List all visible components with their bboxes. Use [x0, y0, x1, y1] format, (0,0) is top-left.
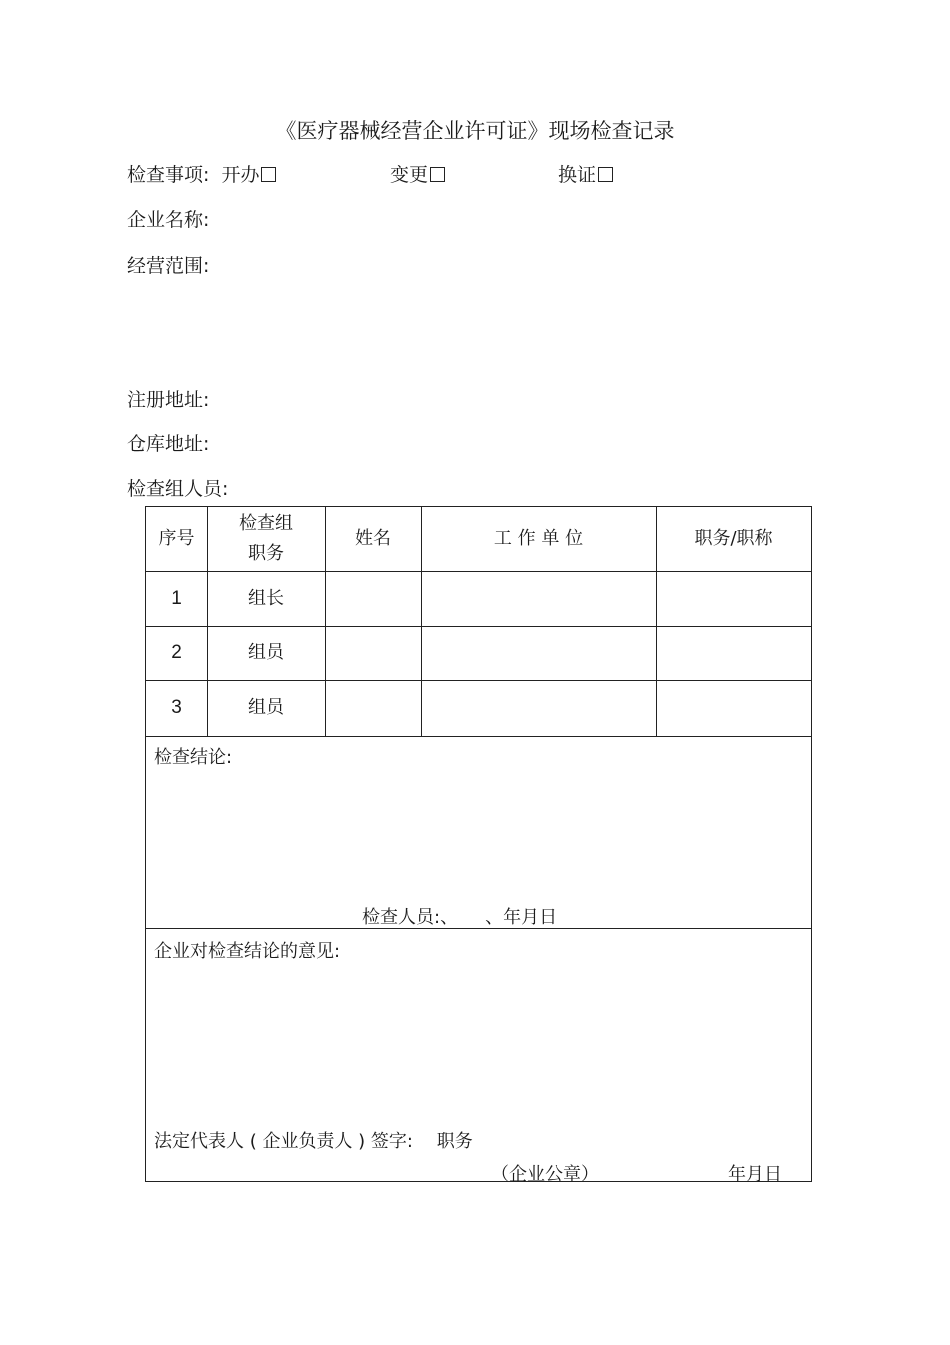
header-role [207, 507, 325, 571]
header-title: 职务/职称 [694, 528, 773, 549]
row-3-role: 组员 [248, 697, 284, 718]
business-scope-label: 经营范围: [127, 255, 210, 277]
option-renew-label: 换证 [558, 164, 597, 186]
registered-address-label: 注册地址: [127, 389, 210, 411]
warehouse-address-label: 仓库地址: [127, 433, 210, 455]
option-change-label: 变更 [390, 164, 429, 186]
header-name: 姓名 [355, 528, 391, 549]
company-name-label: 企业名称: [127, 209, 210, 231]
row-1-role: 组长 [248, 587, 284, 609]
inspection-team-label: 检查组人员: [127, 478, 229, 500]
row-2-role: 组员 [248, 642, 284, 663]
conclusion-signature: 检查人员:、 、年月日 [362, 907, 558, 928]
option-open-label: 开办 [221, 164, 260, 186]
option-change [390, 160, 445, 187]
page-title: 《医疗器械经营企业许可证》现场检查记录 [275, 119, 675, 143]
inspection-team-table [145, 506, 812, 1185]
opinion-date: 年月日 [728, 1164, 782, 1185]
header-unit: 工 作 单 位 [493, 528, 584, 549]
option-renew [558, 160, 613, 187]
header-role-line1: 检查组 [239, 513, 293, 534]
check-items-row [127, 160, 276, 187]
company-seal: （企业公章） [491, 1164, 599, 1185]
legal-rep-signature: 法定代表人 ( 企业负责人 ) 签字: 职务 [154, 1131, 473, 1152]
check-items-label: 检查事项: [127, 164, 210, 186]
opinion-label: 企业对检查结论的意见: [154, 941, 341, 962]
option-open-checkbox[interactable] [261, 167, 276, 182]
conclusion-label: 检查结论: [154, 747, 233, 768]
option-renew-checkbox[interactable] [598, 167, 613, 182]
row-2-seq: 2 [171, 642, 182, 663]
option-change-checkbox[interactable] [430, 167, 445, 182]
row-1-seq: 1 [171, 587, 182, 609]
row-divider [146, 736, 811, 737]
header-role-line2: 职务 [248, 543, 284, 564]
row-3-seq: 3 [171, 697, 182, 718]
header-seq: 序号 [158, 528, 195, 549]
